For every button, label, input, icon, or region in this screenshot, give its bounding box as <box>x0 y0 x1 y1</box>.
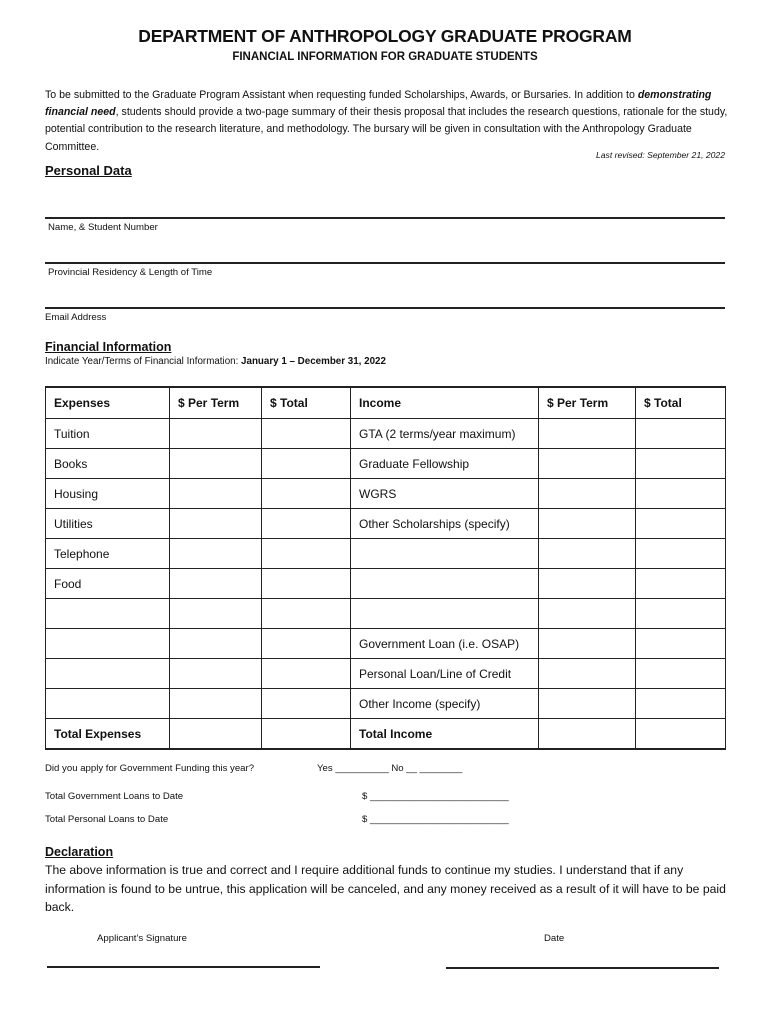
col-income-per-term: $ Per Term <box>539 387 636 419</box>
table-row <box>46 419 726 449</box>
income-total-cell[interactable] <box>636 659 726 689</box>
signature-line[interactable] <box>47 966 320 968</box>
expense-label[interactable] <box>46 659 170 689</box>
name-field-line[interactable] <box>45 217 725 219</box>
expense-label: Tuition <box>46 419 170 449</box>
income-per-term-cell[interactable] <box>539 569 636 599</box>
income-per-term-cell[interactable] <box>539 449 636 479</box>
income-total-cell[interactable] <box>636 569 726 599</box>
expense-total-cell[interactable] <box>262 629 351 659</box>
intro-text-2: , students should provide a two-page summary of their thesis proposal that includes the research questions, rationale for the study, potential contribution to the research literature, and methodology. The bursary will be given in consultation with the Anthropology Graduate Committee. <box>45 106 728 153</box>
income-total-cell[interactable] <box>636 419 726 449</box>
income-per-term-cell[interactable] <box>539 479 636 509</box>
income-label[interactable] <box>351 599 539 629</box>
expense-total-cell[interactable] <box>262 509 351 539</box>
income-per-term-cell[interactable] <box>539 689 636 719</box>
financial-info-heading: Financial Information <box>45 340 172 354</box>
intro-text-1: To be submitted to the Graduate Program Assistant when requesting funded Scholarships, Awards, or Bursaries. In addition to <box>45 89 638 101</box>
income-per-term-cell[interactable] <box>539 659 636 689</box>
intro-paragraph <box>45 87 735 156</box>
expense-total-cell[interactable] <box>262 419 351 449</box>
income-total-cell[interactable] <box>636 599 726 629</box>
table-row <box>46 569 726 599</box>
expense-total-cell[interactable] <box>262 599 351 629</box>
financial-period-value: January 1 – December 31, 2022 <box>241 356 386 367</box>
total-expense-total-cell[interactable] <box>262 719 351 750</box>
table-header-row <box>46 387 726 419</box>
table-row <box>46 599 726 629</box>
table-row <box>46 479 726 509</box>
personal-loans-question: Total Personal Loans to Date <box>45 814 169 825</box>
expense-per-term-cell[interactable] <box>170 689 262 719</box>
residency-field-label: Provincial Residency & Length of Time <box>48 267 213 278</box>
income-total-cell[interactable] <box>636 689 726 719</box>
expense-total-cell[interactable] <box>262 539 351 569</box>
expense-total-cell[interactable] <box>262 659 351 689</box>
total-income-per-term-cell[interactable] <box>539 719 636 750</box>
income-label: GTA (2 terms/year maximum) <box>351 419 539 449</box>
total-income-label: Total Income <box>351 719 539 750</box>
personal-data-heading: Personal Data <box>45 163 132 178</box>
expense-label: Food <box>46 569 170 599</box>
declaration-heading: Declaration <box>45 845 114 859</box>
expense-label: Housing <box>46 479 170 509</box>
expense-per-term-cell[interactable] <box>170 659 262 689</box>
expense-total-cell[interactable] <box>262 689 351 719</box>
col-expense-total: $ Total <box>262 387 351 419</box>
income-label <box>351 539 539 569</box>
date-line[interactable] <box>446 967 719 969</box>
expense-per-term-cell[interactable] <box>170 419 262 449</box>
gov-loans-answer-field[interactable]: $ __________________________ <box>362 791 509 802</box>
table-row <box>46 629 726 659</box>
form-subtitle: FINANCIAL INFORMATION FOR GRADUATE STUDENTS <box>232 51 538 63</box>
gov-loans-question: Total Government Loans to Date <box>45 791 184 802</box>
gov-funding-answer-field[interactable]: Yes __________ No __ ________ <box>317 763 463 774</box>
income-label: Other Income (specify) <box>351 689 539 719</box>
income-label: WGRS <box>351 479 539 509</box>
applicant-signature-label: Applicant’s Signature <box>97 933 187 944</box>
col-income-total: $ Total <box>636 387 726 419</box>
total-expense-per-term-cell[interactable] <box>170 719 262 750</box>
expense-label: Books <box>46 449 170 479</box>
expense-per-term-cell[interactable] <box>170 449 262 479</box>
name-field-label: Name, & Student Number <box>48 222 158 233</box>
expense-per-term-cell[interactable] <box>170 599 262 629</box>
table-row <box>46 449 726 479</box>
date-label: Date <box>544 933 565 944</box>
income-label: Graduate Fellowship <box>351 449 539 479</box>
income-total-cell[interactable] <box>636 449 726 479</box>
expense-per-term-cell[interactable] <box>170 539 262 569</box>
col-expense-per-term: $ Per Term <box>170 387 262 419</box>
expense-per-term-cell[interactable] <box>170 509 262 539</box>
expense-per-term-cell[interactable] <box>170 569 262 599</box>
expense-label[interactable] <box>46 629 170 659</box>
income-total-cell[interactable] <box>636 479 726 509</box>
expense-total-cell[interactable] <box>262 449 351 479</box>
income-label: Other Scholarships (specify) <box>351 509 539 539</box>
income-label <box>351 569 539 599</box>
expense-label: Utilities <box>46 509 170 539</box>
income-per-term-cell[interactable] <box>539 629 636 659</box>
income-per-term-cell[interactable] <box>539 539 636 569</box>
table-row <box>46 659 726 689</box>
table-row <box>46 509 726 539</box>
form-title: DEPARTMENT OF ANTHROPOLOGY GRADUATE PROGRAM <box>138 26 632 46</box>
income-per-term-cell[interactable] <box>539 419 636 449</box>
income-total-cell[interactable] <box>636 509 726 539</box>
declaration-text: The above information is true and correct and I require additional funds to continue my studies. I understand that if any information is found to be untrue, this application will be canceled, and any money received as a result of it will have to be paid back. <box>45 863 726 914</box>
residency-field-line[interactable] <box>45 262 725 264</box>
gov-funding-question: Did you apply for Government Funding this year? <box>45 763 255 774</box>
income-label: Government Loan (i.e. OSAP) <box>351 629 539 659</box>
expense-label[interactable] <box>46 689 170 719</box>
table-row <box>46 539 726 569</box>
table-row <box>46 689 726 719</box>
financial-period-label: Indicate Year/Terms of Financial Information: <box>45 356 242 367</box>
income-per-term-cell[interactable] <box>539 599 636 629</box>
col-income: Income <box>351 387 539 419</box>
intro-emphasis: demonstrating financial need <box>45 89 712 119</box>
col-expenses: Expenses <box>46 387 170 419</box>
income-total-cell[interactable] <box>636 539 726 569</box>
total-expenses-label: Total Expenses <box>46 719 170 750</box>
table-total-row <box>46 719 726 750</box>
income-total-cell[interactable] <box>636 629 726 659</box>
income-per-term-cell[interactable] <box>539 509 636 539</box>
expense-per-term-cell[interactable] <box>170 479 262 509</box>
personal-loans-answer-field[interactable]: $ __________________________ <box>362 814 509 825</box>
last-revised: Last revised: September 21, 2022 <box>596 150 725 160</box>
financial-period <box>45 356 386 367</box>
expense-label: Telephone <box>46 539 170 569</box>
expense-total-cell[interactable] <box>262 479 351 509</box>
income-label: Personal Loan/Line of Credit <box>351 659 539 689</box>
total-income-total-cell[interactable] <box>636 719 726 750</box>
expense-per-term-cell[interactable] <box>170 629 262 659</box>
financial-table <box>45 386 726 750</box>
email-field-line[interactable] <box>45 307 725 309</box>
email-field-label: Email Address <box>45 312 107 323</box>
expense-label[interactable] <box>46 599 170 629</box>
expense-total-cell[interactable] <box>262 569 351 599</box>
